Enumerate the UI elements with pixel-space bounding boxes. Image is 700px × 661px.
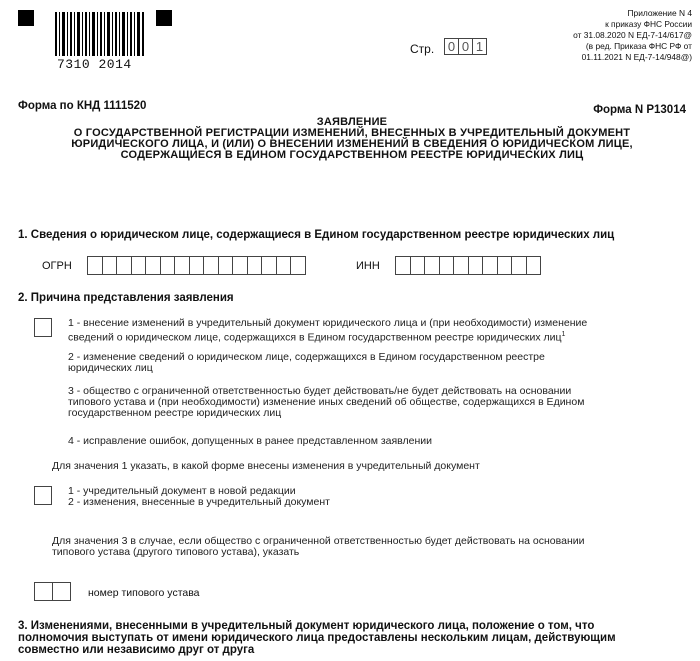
title-line: О ГОСУДАРСТВЕННОЙ РЕГИСТРАЦИИ ИЗМЕНЕНИЙ, ВНЕСЕННЫХ В УЧРЕДИТЕЛЬНЫЙ ДОКУМЕНТ — [73, 127, 631, 139]
ogrn-cell[interactable] — [87, 256, 103, 275]
section-2-heading: 2. Причина представления заявления — [18, 292, 234, 304]
inn-label: ИНН — [356, 260, 380, 272]
ogrn-cell[interactable] — [276, 256, 292, 275]
section-1-heading: 1. Сведения о юридическом лице, содержащиеся в Едином государственном реестре юридических лиц — [18, 229, 615, 241]
reason-line: государственном реестре юридических лиц — [68, 407, 282, 419]
note-value-3 — [52, 536, 692, 558]
charter-number-label: номер типового устава — [88, 587, 200, 599]
title-line: ЮРИДИЧЕСКОГО ЛИЦА, И (ИЛИ) О ВНЕСЕНИИ ИЗМЕНЕНИЙ В СВЕДЕНИЯ О ЮРИДИЧЕСКОМ ЛИЦЕ, — [71, 138, 633, 150]
corner-marker-right — [156, 10, 172, 26]
ogrn-cell[interactable] — [218, 256, 234, 275]
note-line: типового устава (другого типового устава), указать — [52, 546, 300, 558]
inn-cell[interactable] — [424, 256, 440, 275]
page-digit[interactable]: 0 — [458, 38, 473, 55]
knd-code: Форма по КНД 1111520 — [18, 100, 147, 112]
ogrn-cell[interactable] — [145, 256, 161, 275]
inn-cell[interactable] — [497, 256, 513, 275]
inn-cell[interactable] — [453, 256, 469, 275]
inn-cell[interactable] — [468, 256, 484, 275]
ogrn-input[interactable] — [87, 256, 305, 275]
annex-line: к приказу ФНС России — [605, 19, 692, 29]
ogrn-cell[interactable] — [131, 256, 147, 275]
reason-2 — [68, 352, 690, 374]
reason-line: 1 - внесение изменений в учредительный документ юридического лица и (при необходимости) изменение — [68, 317, 588, 329]
annex-line: (в ред. Приказа ФНС РФ от — [585, 41, 692, 51]
annex-line: 01.11.2021 N ЕД-7-14/948@) — [581, 52, 692, 62]
reason-line: 3 - общество с ограниченной ответственностью будет действовать/не будет действовать на основании — [68, 385, 572, 397]
ogrn-cell[interactable] — [247, 256, 263, 275]
ogrn-label: ОГРН — [42, 260, 72, 272]
form-number: Форма N Р13014 — [593, 104, 686, 116]
ogrn-cell[interactable] — [290, 256, 306, 275]
note-value-1: Для значения 1 указать, в какой форме внесены изменения в учредительный документ — [52, 460, 480, 472]
charter-cell[interactable] — [34, 582, 53, 601]
ogrn-cell[interactable] — [174, 256, 190, 275]
charter-cell[interactable] — [52, 582, 71, 601]
reason-line: сведений о юридическом лице, содержащихся в Едином государственном реестре юридических лиц — [68, 331, 562, 344]
barcode-number: 7310 2014 — [57, 57, 132, 72]
inn-cell[interactable] — [395, 256, 411, 275]
option-line: 2 - изменения, внесенные в учредительный документ — [68, 496, 330, 508]
page-title — [20, 117, 684, 161]
reason-line: юридических лиц — [68, 362, 153, 374]
annex-line: Приложение N 4 — [627, 8, 692, 18]
footnote-mark: 1 — [561, 331, 566, 338]
ogrn-cell[interactable] — [189, 256, 205, 275]
inn-cell[interactable] — [526, 256, 542, 275]
inn-cell[interactable] — [439, 256, 455, 275]
page-digit[interactable]: 0 — [444, 38, 459, 55]
barcode-image — [55, 12, 145, 62]
section-3-heading — [18, 620, 616, 656]
section-3-line: полномочия выступать от имени юридического лица предоставлены нескольким лицам, действующим — [18, 632, 616, 644]
change-form-box[interactable] — [34, 486, 52, 505]
ogrn-cell[interactable] — [261, 256, 277, 275]
reason-line: типового устава и (при необходимости) изменение иных сведений об обществе, содержащихся в Едином — [68, 396, 585, 408]
section-3-line: 3. Изменениями, внесенными в учредительный документ юридического лица, положение о том, что — [18, 620, 595, 632]
ogrn-cell[interactable] — [160, 256, 176, 275]
title-line: ЗАЯВЛЕНИЕ — [316, 116, 388, 128]
reason-3 — [68, 386, 690, 419]
title-line: СОДЕРЖАЩИЕСЯ В ЕДИНОМ ГОСУДАРСТВЕННОМ РЕЕСТРЕ ЮРИДИЧЕСКИХ ЛИЦ — [120, 149, 584, 161]
reason-4: 4 - исправление ошибок, допущенных в ранее представленном заявлении — [68, 435, 433, 447]
inn-cell[interactable] — [410, 256, 426, 275]
annex-line: от 31.08.2020 N ЕД-7-14/617@ — [573, 30, 692, 40]
note-line: Для значения 3 в случае, если общество с ограниченной ответственностью будет действовать на основании — [52, 535, 585, 547]
ogrn-cell[interactable] — [116, 256, 132, 275]
page-digit[interactable]: 1 — [472, 38, 487, 55]
ogrn-cell[interactable] — [203, 256, 219, 275]
section-3-line: совместно или независимо друг от друга — [18, 644, 255, 656]
ogrn-cell[interactable] — [232, 256, 248, 275]
inn-cell[interactable] — [511, 256, 527, 275]
corner-marker-left — [18, 10, 34, 26]
page-label: Стр. — [410, 42, 435, 56]
reason-code-box[interactable] — [34, 318, 52, 337]
reason-1 — [68, 318, 690, 344]
charter-number-input[interactable] — [34, 582, 70, 601]
inn-input[interactable] — [395, 256, 540, 275]
change-form-options — [68, 486, 690, 508]
annex-reference — [522, 8, 692, 63]
inn-cell[interactable] — [482, 256, 498, 275]
reason-line: 2 - изменение сведений о юридическом лице, содержащихся в Едином государственном реестре — [68, 351, 545, 363]
ogrn-cell[interactable] — [102, 256, 118, 275]
option-line: 1 - учредительный документ в новой редакции — [68, 485, 296, 497]
page-number-field[interactable] — [444, 38, 486, 55]
